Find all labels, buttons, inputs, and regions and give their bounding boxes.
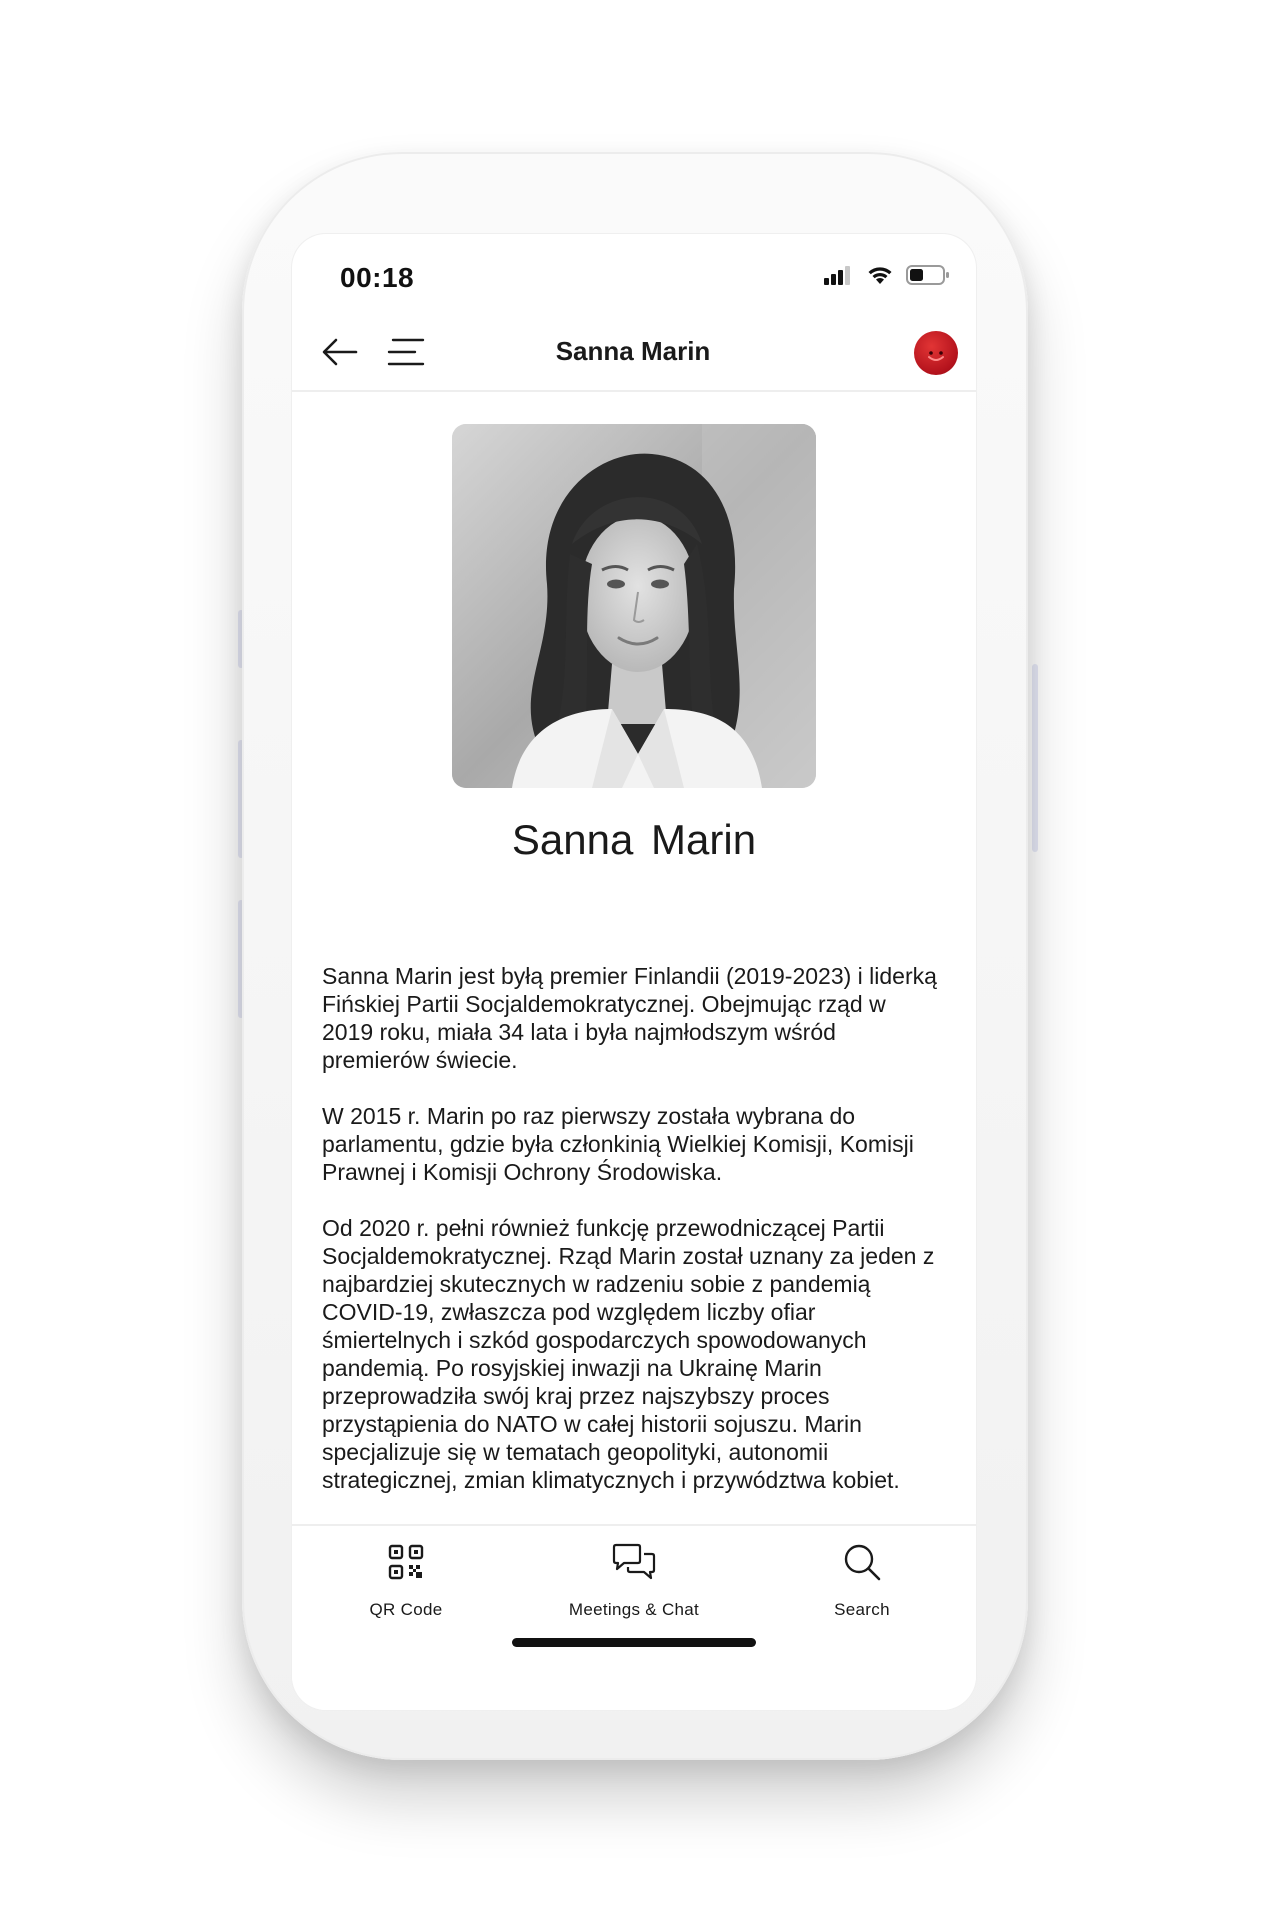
bottom-tab-bar <box>292 1524 976 1710</box>
user-avatar[interactable] <box>914 331 958 375</box>
tab-icon-wrapper <box>762 1538 962 1586</box>
wifi-icon <box>866 265 894 285</box>
page-title: Sanna Marin <box>555 336 711 366</box>
bio-paragraph: W 2015 r. Marin po raz pierwszy została wybrana do parlamentu, gdzie była członkinią Wielkiej Komisji, Komisji Prawnej i Komisji Ochrony Środowiska. <box>322 1103 914 1185</box>
bio-paragraph: Sanna Marin jest byłą premier Finlandii (2019-2023) i liderką Fińskiej Partii Socjaldemokratycznej. Obejmując rząd w 2019 roku, miała 34 lata i była najmłodszym wśród premierów świecie. <box>322 963 937 1073</box>
home-indicator[interactable] <box>512 1638 756 1647</box>
speaker-name <box>292 816 976 864</box>
status-time: 00:18 <box>340 262 415 293</box>
tab-icon-wrapper <box>306 1538 506 1586</box>
speaker-profile <box>292 392 976 1524</box>
tab-search[interactable] <box>762 1538 962 1638</box>
battery-icon <box>906 264 950 286</box>
qr-code-icon <box>388 1544 424 1580</box>
cellular-signal-icon <box>824 265 854 285</box>
tab-qr-code[interactable] <box>306 1538 506 1638</box>
tab-icon-wrapper <box>534 1538 734 1586</box>
speaker-first-name: Sanna <box>511 816 634 863</box>
bio-paragraph: Od 2020 r. pełni również funkcję przewodniczącej Partii Socjaldemokratycznej. Rząd Marin został uznany za jeden z najbardziej skutecznych w radzeniu sobie z pandemią COVID-19, zwłaszcza pod względem liczby ofiar śmiertelnych i szkód gospodarczych spowodowanych pandemią. Po rosyjskiej inwazji na Ukrainę Marin przeprowadziła swój kraj przez najszybszy proces przystąpienia do NATO w całej historii sojuszu. Marin specjalizuje się w tematach geopolityki, autonomii strategicznej, zmian klimatycznych i przywództwa kobiet. <box>322 1215 935 1493</box>
phone-screen <box>292 234 976 1710</box>
chat-bubbles-icon <box>611 1543 657 1581</box>
tab-label: Search <box>834 1600 890 1619</box>
speaker-photo <box>452 424 816 788</box>
search-icon <box>842 1542 882 1582</box>
speaker-last-name: Marin <box>651 816 757 863</box>
status-icons <box>824 264 950 286</box>
tab-meetings-chat[interactable] <box>534 1538 734 1638</box>
tab-label: Meetings & Chat <box>568 1600 700 1619</box>
status-bar <box>292 234 976 314</box>
device-power-button <box>1032 664 1038 852</box>
tab-label: QR Code <box>369 1600 443 1619</box>
smiley-avatar-icon <box>914 331 958 375</box>
portrait-photo <box>452 424 816 788</box>
nav-header <box>292 314 976 392</box>
